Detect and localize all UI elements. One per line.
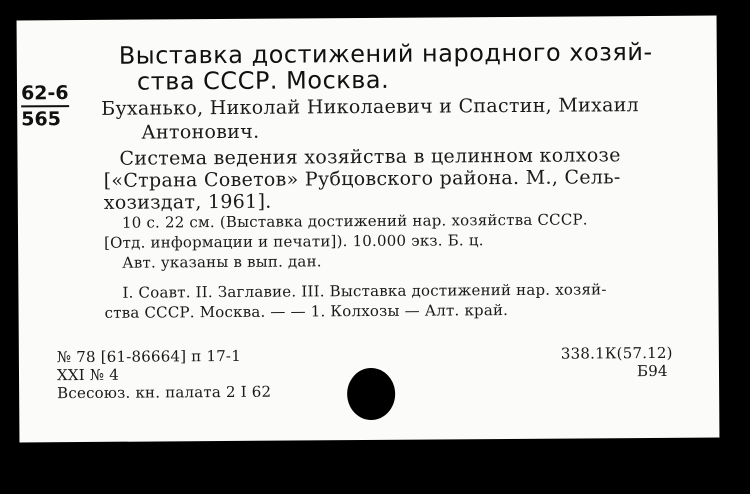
title-line-1: Система ведения хозяйства в целинном колхозе [119,144,621,170]
call-number-bottom: 565 [21,108,61,131]
publisher-stamp: Всесоюз. кн. палата 2 I 62 [57,382,272,403]
tracings-line-2: ства СССР. Москва. — — 1. Колхозы — Алт. край. [104,301,509,322]
handwritten-annotation-line-2: ства СССР. Москва. [136,65,390,96]
tracings-line-1: I. Соавт. II. Заглавие. III. Выставка достижений нар. хозяй- [122,280,607,302]
catalog-card [17,16,720,443]
punch-hole [347,368,395,420]
physical-description-line-2: [Отд. информации и печати]). 10.000 экз. Б. ц. [104,231,484,252]
classification-code: 338.1К(57.12) [560,343,673,363]
series-number: XXI № 4 [56,365,120,385]
title-line-3: хозиздат, 1961]. [103,190,272,214]
author-line-2: Антонович. [141,120,260,144]
call-number-top: 62-6 [21,82,69,107]
author-line-1: Буханько, Николай Николаевич и Спастин, Михаил [101,94,640,120]
note-line: Авт. указаны в вып. дан. [122,252,322,272]
physical-description-line-1: 10 с. 22 см. (Выставка достижений нар. хозяйства СССР. [121,210,588,232]
registry-number: № 78 [61-86664] п 17-1 [56,346,241,367]
title-line-2: [«Страна Советов» Рубцовского района. М., Сель- [103,166,621,192]
handwritten-annotation-line-1: Выставка достижений народного хозяй- [118,38,653,70]
author-mark: Б94 [636,361,668,381]
